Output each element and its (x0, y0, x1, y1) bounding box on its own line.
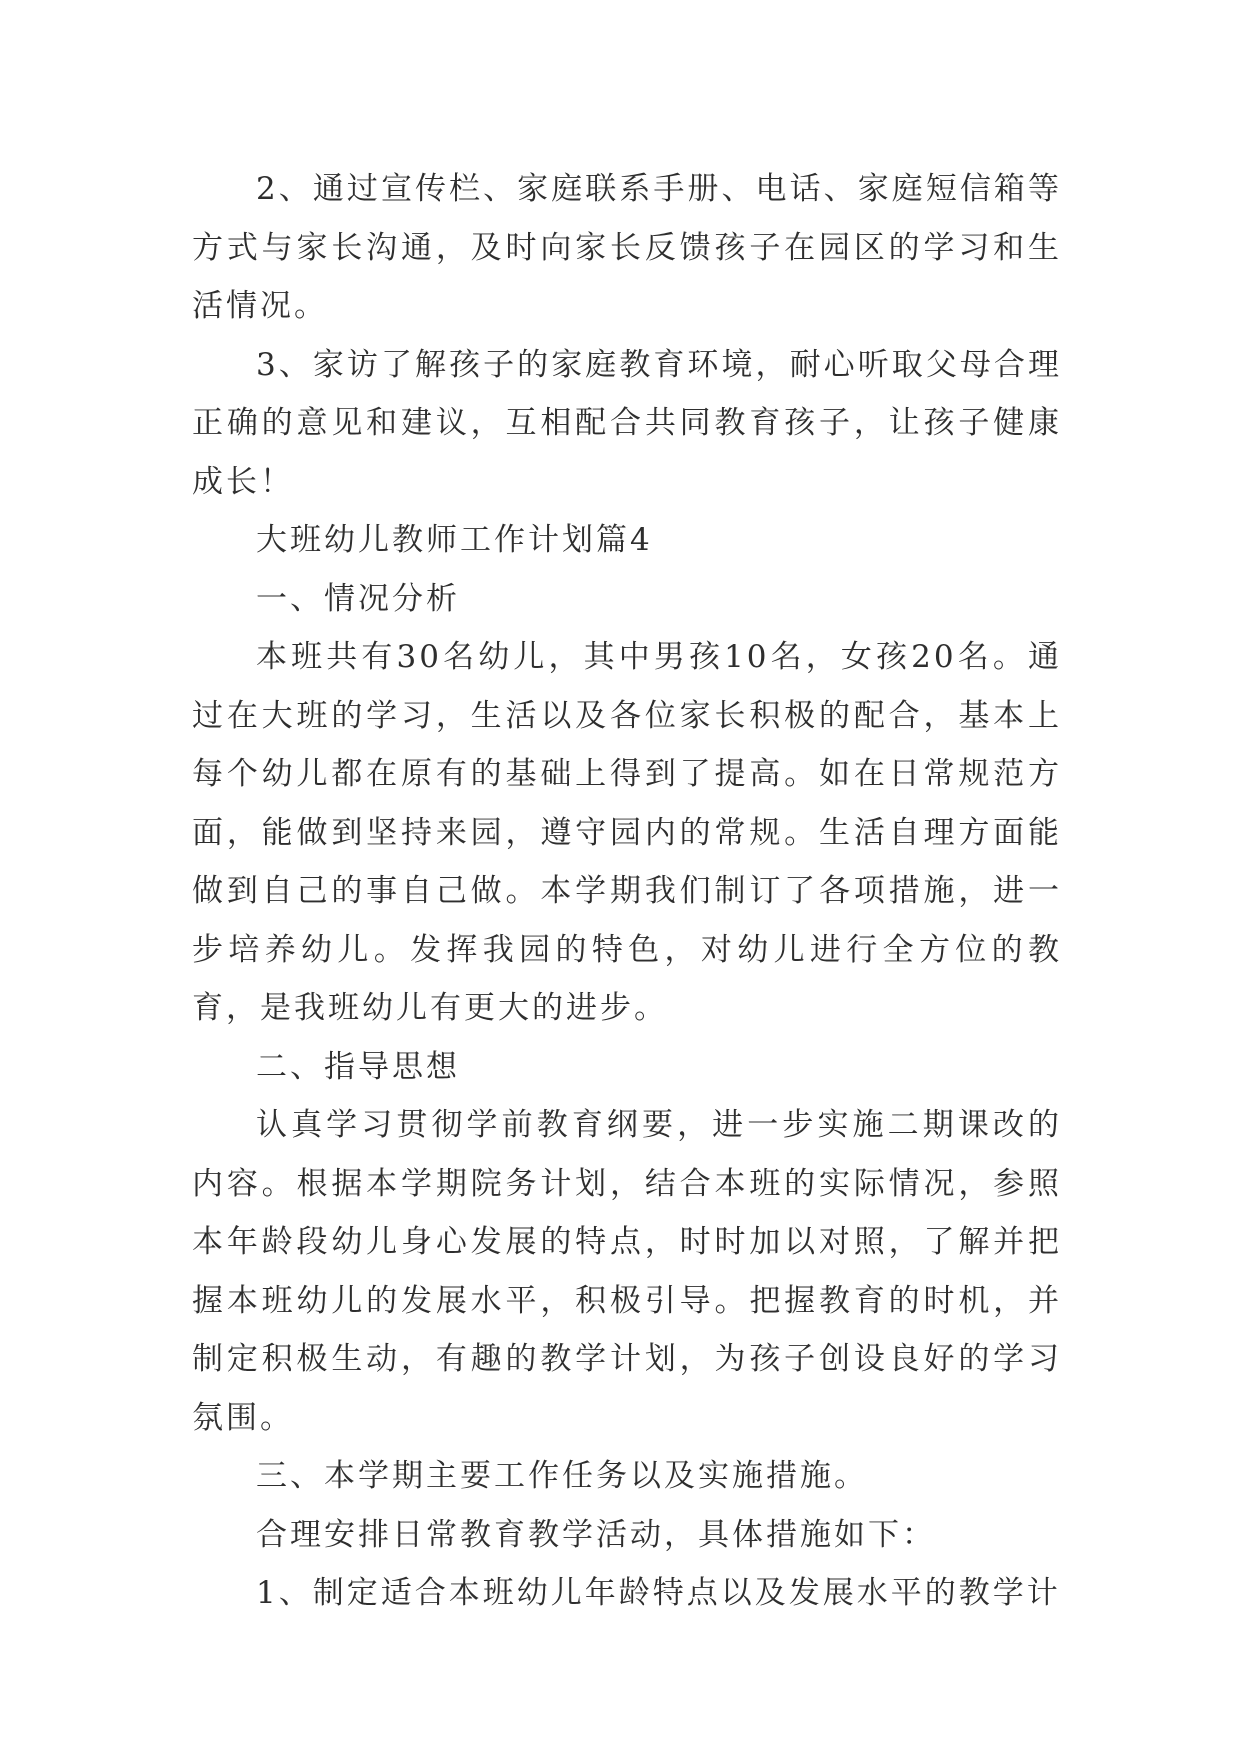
paragraph-parent-contact: 2、通过宣传栏、家庭联系手册、电话、家庭短信箱等方式与家长沟通，及时向家长反馈孩子在园区的学习和生活情况。 (192, 171, 1062, 324)
paragraph-daily-activities: 合理安排日常教育教学活动，具体措施如下： (256, 1516, 936, 1553)
heading-situation-analysis: 一、情况分析 (256, 580, 460, 617)
section-title: 大班幼儿教师工作计划篇4 (256, 522, 653, 558)
document-body (192, 160, 1062, 1623)
paragraph-guiding-ideology: 认真学习贯彻学前教育纲要，进一步实施二期课改的内容。根据本学期院务计划，结合本班的实际情况，参照本年龄段幼儿身心发展的特点，时时加以对照，了解并把握本班幼儿的发展水平，积极引导。把握教育的时机，并制定积极生动，有趣的教学计划，为孩子创设良好的学习氛围。 (192, 1107, 1062, 1436)
heading-main-tasks: 三、本学期主要工作任务以及实施措施。 (256, 1458, 868, 1494)
paragraph-home-visit: 3、家访了解孩子的家庭教育环境，耐心听取父母合理正确的意见和建议，互相配合共同教育孩子，让孩子健康成长！ (192, 346, 1062, 500)
heading-guiding-ideology: 二、指导思想 (256, 1048, 460, 1085)
paragraph-class-situation: 本班共有30名幼儿，其中男孩10名，女孩20名。通过在大班的学习，生活以及各位家长积极的配合，基本上每个幼儿都在原有的基础上得到了提高。如在日常规范方面，能做到坚持来园，遵守园内的常规。生活自理方面能做到自己的事自己做。本学期我们制订了各项措施，进一步培养幼儿。发挥我园的特色，对幼儿进行全方位的教育，是我班幼儿有更大的进步。 (192, 639, 1062, 1026)
paragraph-measure-1: 1、制定适合本班幼儿年龄特点以及发展水平的教学计 (256, 1575, 1061, 1611)
